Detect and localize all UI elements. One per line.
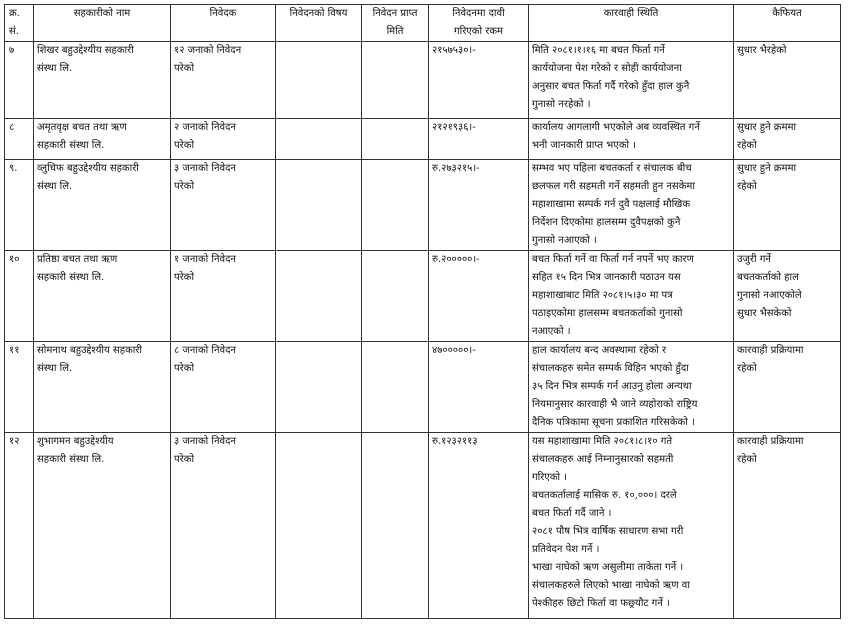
row-name-line: सहकारी संस्था लि. (37, 272, 105, 283)
table-row (5, 42, 841, 119)
header-received-date-line-1: निवेदन प्राप्त (372, 8, 418, 19)
cell-remarks (734, 433, 841, 619)
cell-status (529, 342, 734, 433)
row-name-line: शिखर बहुउद्देश्यीय सहकारी (37, 45, 134, 56)
row-status-line: महाशाखाबाट मिति २०८१।५।३० मा पत्र (532, 290, 673, 301)
row-status-line: कार्यालय आगलागी भएकोले अब व्यवस्थित गर्ने (532, 122, 700, 133)
table-row (5, 160, 841, 251)
row-status-line: पठाइएकोमा हालसम्म बचतकर्ताको गुनासो (532, 308, 683, 319)
cell-sn (5, 251, 34, 342)
cell-remarks (734, 42, 841, 119)
row-status-line: यस महाशाखामा मिति २०८१।८।१० गते (532, 436, 673, 447)
row-name-line: सहकारी संस्था लि. (37, 454, 105, 465)
row-status-line: भनी जानकारी प्राप्त भएको । (532, 140, 637, 151)
row-sn: ७ (9, 45, 15, 56)
header-received-date (362, 5, 429, 42)
row-remarks-line: कारवाही प्रक्रियामा (737, 436, 804, 447)
row-status-line: बचत फिर्ता गर्दै जाने । (532, 508, 612, 519)
cell-amount (429, 433, 529, 619)
row-status-line: हाल कार्यालय बन्द अवस्थामा रहेको र (532, 345, 667, 356)
cell-received-date (362, 42, 429, 119)
cell-sn (5, 160, 34, 251)
row-remarks-line: सुधार भैरहेको (737, 45, 787, 56)
row-sn: १० (9, 254, 20, 265)
cell-name (34, 251, 171, 342)
cell-remarks (734, 160, 841, 251)
row-applicant-line: परेको (174, 140, 195, 151)
cell-amount (429, 42, 529, 119)
row-status-line: छलफल गरी सहमती गर्ने सहमती हुन नसकेमा (532, 181, 695, 192)
cell-subject (276, 433, 362, 619)
cell-sn (5, 42, 34, 119)
header-applicant (171, 5, 276, 42)
row-remarks-line: रहेको (737, 363, 757, 374)
row-status-line: कार्ययोजना पेश गरेको र सोही कार्ययोजना (532, 63, 682, 74)
row-amount: रु.२७३२१५।- (432, 163, 480, 174)
row-name-line: संस्था लि. (37, 181, 73, 192)
row-status-line: संचालकहरु समेत सम्पर्क विहिन भएको हुँदा (532, 363, 689, 374)
row-status-line: संचालकहरु आई निम्नानुसारको सहमती (532, 454, 674, 465)
cell-sn (5, 342, 34, 433)
header-subject-text: निवेदनको विषय (289, 8, 348, 19)
row-remarks-line: बचतकर्ताको हाल (737, 272, 799, 283)
row-sn: ११ (9, 345, 20, 356)
cell-received-date (362, 119, 429, 160)
cell-applicant (171, 160, 276, 251)
cell-status (529, 119, 734, 160)
cell-received-date (362, 433, 429, 619)
row-remarks-line: गुनासो नआएकोले (737, 290, 802, 301)
row-amount: २१२१९३६।- (432, 122, 476, 133)
row-status-line: पेश्कीहरु छिटो फिर्ता वा फछ्र्यौट गर्ने । (532, 598, 670, 609)
cell-status (529, 42, 734, 119)
cell-amount (429, 160, 529, 251)
cell-status (529, 160, 734, 251)
cell-applicant (171, 119, 276, 160)
header-received-date-line-2: मिति (386, 26, 404, 37)
cell-remarks (734, 251, 841, 342)
cell-subject (276, 119, 362, 160)
row-applicant-line: २ जनाको निवेदन (174, 122, 236, 133)
row-status-line: बचतकर्तालाई मासिक रु. १०,०००। दरले (532, 490, 677, 501)
row-remarks-line: सुधार हुने क्रममा (737, 163, 797, 174)
header-sn-line-2: सं. (9, 26, 19, 37)
row-name-line: संस्था लि. (37, 363, 73, 374)
header-status (529, 5, 734, 42)
row-applicant-line: १२ जनाको निवेदन (174, 45, 242, 56)
cell-amount (429, 119, 529, 160)
row-status-line: गरिएको । (532, 472, 568, 483)
row-amount: २१५७५३०।- (432, 45, 476, 56)
row-name-line: संस्था लि. (37, 63, 73, 74)
row-status-line: बचत फिर्ता गर्ने वा फिर्ता गर्न नपर्ने भए कारण (532, 254, 694, 265)
row-name-line: अमृतवृक्ष बचत तथा ऋण (37, 122, 127, 133)
table-row (5, 251, 841, 342)
row-status-line: महाशाखामा सम्पर्क गर्न दुवै पक्षलाई मौखिक (532, 199, 691, 210)
row-status-line: सम्भव भए पहिला बचतकर्ता र संचालक बीच (532, 163, 692, 174)
cell-subject (276, 251, 362, 342)
row-remarks-line: सुधार भैसकेको (737, 308, 792, 319)
cell-remarks (734, 119, 841, 160)
header-amount-line-1: निवेदनमा दावी (452, 8, 505, 19)
header-sn-line-1: क्र. (9, 8, 20, 19)
row-sn: ८ (9, 122, 15, 133)
row-amount: रु.१२३२११३ (432, 436, 478, 447)
cell-received-date (362, 251, 429, 342)
header-sn (5, 5, 34, 42)
row-applicant-line: परेको (174, 272, 195, 283)
row-applicant-line: परेको (174, 363, 195, 374)
row-status-line: ३५ दिन भित्र सम्पर्क गर्न आउनु होला अन्यथा (532, 381, 692, 392)
cell-name (34, 160, 171, 251)
header-remarks-text: कैफियत (772, 8, 802, 19)
cell-name (34, 433, 171, 619)
header-row (5, 5, 841, 42)
row-status-line: निर्देशन दिएकोमा हालसम्म दुवैपक्षको कुनै (532, 217, 681, 228)
cell-subject (276, 42, 362, 119)
header-status-text: कारवाही स्थिति (603, 8, 659, 19)
row-applicant-line: ३ जनाको निवेदन (174, 436, 236, 447)
header-amount (429, 5, 529, 42)
row-name-line: शुभागमन बहुउद्देश्यीय (37, 436, 114, 447)
row-applicant-line: ३ जनाको निवेदन (174, 163, 236, 174)
row-applicant-line: परेको (174, 181, 195, 192)
row-status-line: संचालकहरुले लिएको भाखा नाघेको ऋण वा (532, 580, 690, 591)
row-status-line: गुनासो नआएको । (532, 235, 597, 246)
row-status-line: भाखा नाघेको ऋण असुलीमा ताकेता गर्ने । (532, 562, 684, 573)
row-applicant-line: १ जनाको निवेदन (174, 254, 236, 265)
row-applicant-line: परेको (174, 454, 195, 465)
table-row (5, 433, 841, 619)
cell-status (529, 251, 734, 342)
row-remarks-line: रहेको (737, 140, 757, 151)
table-row (5, 342, 841, 433)
header-applicant-text: निवेदक (209, 8, 237, 19)
row-applicant-line: ८ जनाको निवेदन (174, 345, 236, 356)
header-name (34, 5, 171, 42)
row-status-line: दैनिक पत्रिकामा सूचना प्रकाशित गरिसकेको । (532, 417, 695, 428)
cell-applicant (171, 342, 276, 433)
cell-name (34, 342, 171, 433)
row-status-line: मिति २०८१।१।१६ मा बचत फिर्ता गर्ने (532, 45, 665, 56)
cell-received-date (362, 160, 429, 251)
row-name-line: व्लुचिफ बहुउद्देश्यीय सहकारी (37, 163, 139, 174)
row-amount: ४७०००००।- (432, 345, 476, 356)
header-name-text: सहकारीको नाम (73, 8, 131, 19)
cell-applicant (171, 433, 276, 619)
row-name-line: सहकारी संस्था लि. (37, 140, 105, 151)
header-subject (276, 5, 362, 42)
cell-received-date (362, 342, 429, 433)
cell-amount (429, 251, 529, 342)
row-sn: ९. (9, 163, 18, 174)
cell-amount (429, 342, 529, 433)
row-applicant-line: परेको (174, 63, 195, 74)
header-remarks (734, 5, 841, 42)
row-status-line: नियमानुसार कारवाही भै जाने व्यहोराको राष्ट्रिय (532, 399, 698, 410)
cell-name (34, 42, 171, 119)
row-status-line: प्रतिवेदन पेश गर्ने । (532, 544, 600, 555)
cell-subject (276, 342, 362, 433)
cell-applicant (171, 251, 276, 342)
row-status-line: सहित १५ दिन भित्र जानकारी पठाउन यस (532, 272, 681, 283)
row-status-line: नआएको । (532, 326, 571, 337)
row-sn: १२ (9, 436, 20, 447)
cell-name (34, 119, 171, 160)
cell-applicant (171, 42, 276, 119)
row-remarks-line: कारवाही प्रक्रियामा (737, 345, 804, 356)
row-amount: रु.२०००००।- (432, 254, 480, 265)
cell-remarks (734, 342, 841, 433)
cooperative-complaints-table (4, 4, 841, 619)
row-remarks-line: रहेको (737, 454, 757, 465)
cell-subject (276, 160, 362, 251)
row-remarks-line: उजुरी गर्ने (737, 254, 771, 265)
cell-sn (5, 433, 34, 619)
row-remarks-line: सुधार हुने क्रममा (737, 122, 797, 133)
cell-sn (5, 119, 34, 160)
row-remarks-line: रहेको (737, 181, 757, 192)
header-amount-line-2: गरिएको रकम (453, 26, 504, 37)
row-name-line: सोमनाथ बहुउद्देश्यीय सहकारी (37, 345, 143, 356)
row-status-line: अनुसार बचत फिर्ता गर्दै गरेको हुँदा हाल कुनै (532, 81, 690, 92)
row-status-line: २०८१ पौष भित्र वार्षिक साधारण सभा गरी (532, 526, 684, 537)
row-name-line: प्रतिष्ठा बचत तथा ऋण (37, 254, 118, 265)
row-status-line: गुनासो नरहेको । (532, 99, 591, 110)
cell-status (529, 433, 734, 619)
table-row (5, 119, 841, 160)
